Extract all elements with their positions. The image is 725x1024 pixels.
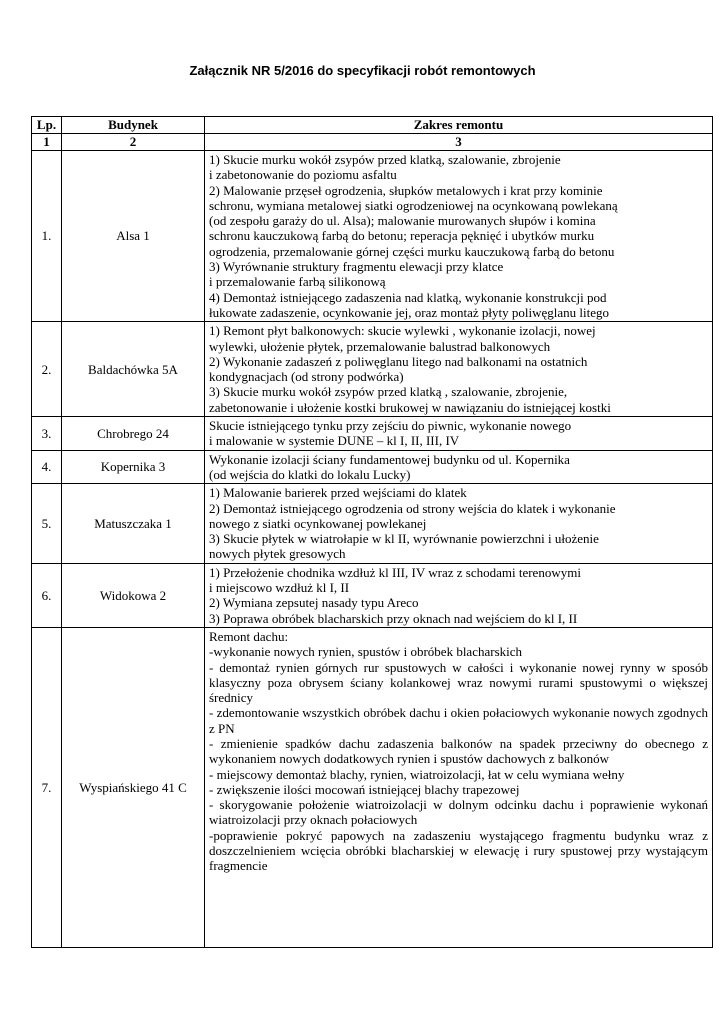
scope-line: Wykonanie izolacji ściany fundamentowej budynku od ul. Kopernika bbox=[209, 451, 570, 467]
building-name: Alsa 1 bbox=[62, 151, 205, 322]
scope-paragraph: - zmienienie spadków dachu zadaszenia balkonów na spadek przeciwny do obecnego z wykonaniem nowych dodatkowych rynien i spustów dachowych z balkonów bbox=[209, 735, 708, 767]
table-row bbox=[32, 450, 713, 484]
row-number: 1. bbox=[32, 151, 62, 322]
scope-line: 2) Wymiana zepsutej nasady typu Areco bbox=[209, 595, 419, 611]
table-row bbox=[32, 484, 713, 563]
header-row bbox=[32, 117, 713, 134]
scope-paragraph: - zdemontowanie wszystkich obróbek dachu i okien połaciowych wykonanie nowych zgodnych z PN bbox=[209, 705, 708, 736]
scope-line: i miejscowo wzdłuż kl I, II bbox=[209, 580, 350, 596]
scope-line: łukowate zadaszenie, ocynkowanie jej, oraz montaż płyty poliwęglanu litego bbox=[209, 304, 609, 320]
scope-cell bbox=[205, 563, 713, 627]
table-row bbox=[32, 322, 713, 417]
scope-line: 3) Skucie płytek w wiatrołapie w kl II, wyrównanie powierzchni i ułożenie bbox=[209, 531, 599, 547]
row-number: 5. bbox=[32, 484, 62, 563]
row-number: 2. bbox=[32, 322, 62, 417]
scope-line: 3) Poprawa obróbek blacharskich przy oknach nad wejściem do kl I, II bbox=[209, 610, 578, 626]
scope-line: kondygnacjach (od strony podwórka) bbox=[209, 369, 404, 385]
scope-line: (od wejścia do klatki do lokalu Lucky) bbox=[209, 466, 411, 482]
scope-line: 1) Malowanie barierek przed wejściami do klatek bbox=[209, 485, 467, 501]
scope-cell bbox=[205, 450, 713, 484]
scope-line: 1) Remont płyt balkonowych: skucie wylewki , wykonanie izolacji, nowej bbox=[209, 323, 596, 339]
scope-line: zabetonowanie i ułożenie kostki brukowej w nawiązaniu do istniejącej kostki bbox=[209, 399, 611, 415]
scope-line: i malowanie w systemie DUNE – kl I, II, III, IV bbox=[209, 433, 460, 449]
subheader-budynek: 2 bbox=[62, 134, 205, 151]
building-name: Wyspiańskiego 41 C bbox=[62, 627, 205, 947]
table-row bbox=[32, 417, 713, 451]
table-row bbox=[32, 151, 713, 322]
subheader-lp: 1 bbox=[32, 134, 62, 151]
scope-paragraph: - demontaż rynien górnych rur spustowych w całości i wykonanie nowej rynny w sposób klasyczny poza obrysem ściany kolankowej wraz nowymi rurami spustowymi o większej średnicy bbox=[209, 659, 708, 706]
scope-paragraph: - skorygowanie położenie wiatroizolacji w dolnym odcinku dachu i poprawienie wykonań wiatroizolacji przy oknach połaciowych bbox=[209, 797, 708, 828]
scope-line: i zabetonowanie do poziomu asfaltu bbox=[209, 167, 397, 183]
scope-line: schronu, wymiana metalowej siatki ogrodzeniowej na ocynkowaną powlekaną bbox=[209, 197, 618, 213]
scope-line: nowego z siatki ocynkowanej powlekanej bbox=[209, 515, 427, 531]
scope-line: schronu kauczukową farbą do betonu; reperacja pęknięć i ubytków murku bbox=[209, 228, 595, 244]
scope-paragraph: -poprawienie pokryć papowych na zadaszeniu wystającego fragmentu budynku wraz z doszczelnieniem wcięcia obróbki blacharskiej w elewację i rury spustowej przy wystającym fragmencie bbox=[209, 827, 708, 874]
building-name: Widokowa 2 bbox=[62, 563, 205, 627]
row-number: 3. bbox=[32, 417, 62, 451]
scope-paragraph: Remont dachu: bbox=[209, 628, 289, 644]
scope-cell bbox=[205, 627, 713, 947]
table-row bbox=[32, 627, 713, 947]
scope-line: 3) Skucie murku wokół zsypów przed klatką , szalowanie, zbrojenie, bbox=[209, 384, 568, 400]
subheader-row bbox=[32, 134, 713, 151]
scope-line: 1) Skucie murku wokół zsypów przed klatką, szalowanie, zbrojenie bbox=[209, 152, 561, 167]
row-number: 4. bbox=[32, 450, 62, 484]
table-row bbox=[32, 563, 713, 627]
scope-line: Skucie istniejącego tynku przy zejściu do piwnic, wykonanie nowego bbox=[209, 418, 572, 434]
scope-line: 3) Wyrównanie struktury fragmentu elewacji przy klatce bbox=[209, 259, 504, 275]
scope-line: i przemalowanie farbą silikonową bbox=[209, 274, 386, 290]
header-zakres: Zakres remontu bbox=[205, 117, 713, 134]
scope-line: ogrodzenia, przemalowanie górnej części murku kauczukową farbą do betonu bbox=[209, 243, 615, 259]
scope-cell bbox=[205, 484, 713, 563]
scope-line: (od zespołu garaży do ul. Alsa); malowanie murowanych słupów i komina bbox=[209, 213, 596, 229]
subheader-zakres: 3 bbox=[205, 134, 713, 151]
scope-paragraph: - miejscowy demontaż blachy, rynien, wiatroizolacji, łat w celu wymiana wełny bbox=[209, 766, 625, 782]
renovation-table bbox=[31, 116, 713, 948]
scope-line: wylewki, ułożenie płytek, przemalowanie balustrad balkonowych bbox=[209, 338, 551, 354]
scope-line: 2) Wykonanie zadaszeń z poliwęglanu litego nad balkonami na ostatnich bbox=[209, 353, 588, 369]
scope-paragraph: - zwiększenie ilości mocowań istniejącej blachy trapezowej bbox=[209, 781, 520, 797]
scope-line: 2) Demontaż istniejącego ogrodzenia od strony wejścia do klatek i wykonanie bbox=[209, 500, 616, 516]
row-number: 7. bbox=[32, 627, 62, 947]
building-name: Kopernika 3 bbox=[62, 450, 205, 484]
row-number: 6. bbox=[32, 563, 62, 627]
scope-line: nowych płytek gresowych bbox=[209, 546, 346, 562]
scope-cell bbox=[205, 417, 713, 451]
scope-line: 2) Malowanie przęseł ogrodzenia, słupków metalowych i krat przy kominie bbox=[209, 182, 603, 198]
scope-cell bbox=[205, 151, 713, 322]
scope-line: 4) Demontaż istniejącego zadaszenia nad klatką, wykonanie konstrukcji pod bbox=[209, 289, 607, 305]
scope-cell bbox=[205, 322, 713, 417]
scope-line: 1) Przełożenie chodnika wzdłuż kl III, IV wraz z schodami terenowymi bbox=[209, 564, 581, 580]
building-name: Chrobrego 24 bbox=[62, 417, 205, 451]
building-name: Baldachówka 5A bbox=[62, 322, 205, 417]
building-name: Matuszczaka 1 bbox=[62, 484, 205, 563]
header-budynek: Budynek bbox=[62, 117, 205, 134]
document-title: Załącznik NR 5/2016 do specyfikacji robót remontowych bbox=[189, 63, 536, 78]
scope-paragraph: -wykonanie nowych rynien, spustów i obróbek blacharskich bbox=[209, 644, 523, 660]
header-lp: Lp. bbox=[32, 117, 62, 134]
